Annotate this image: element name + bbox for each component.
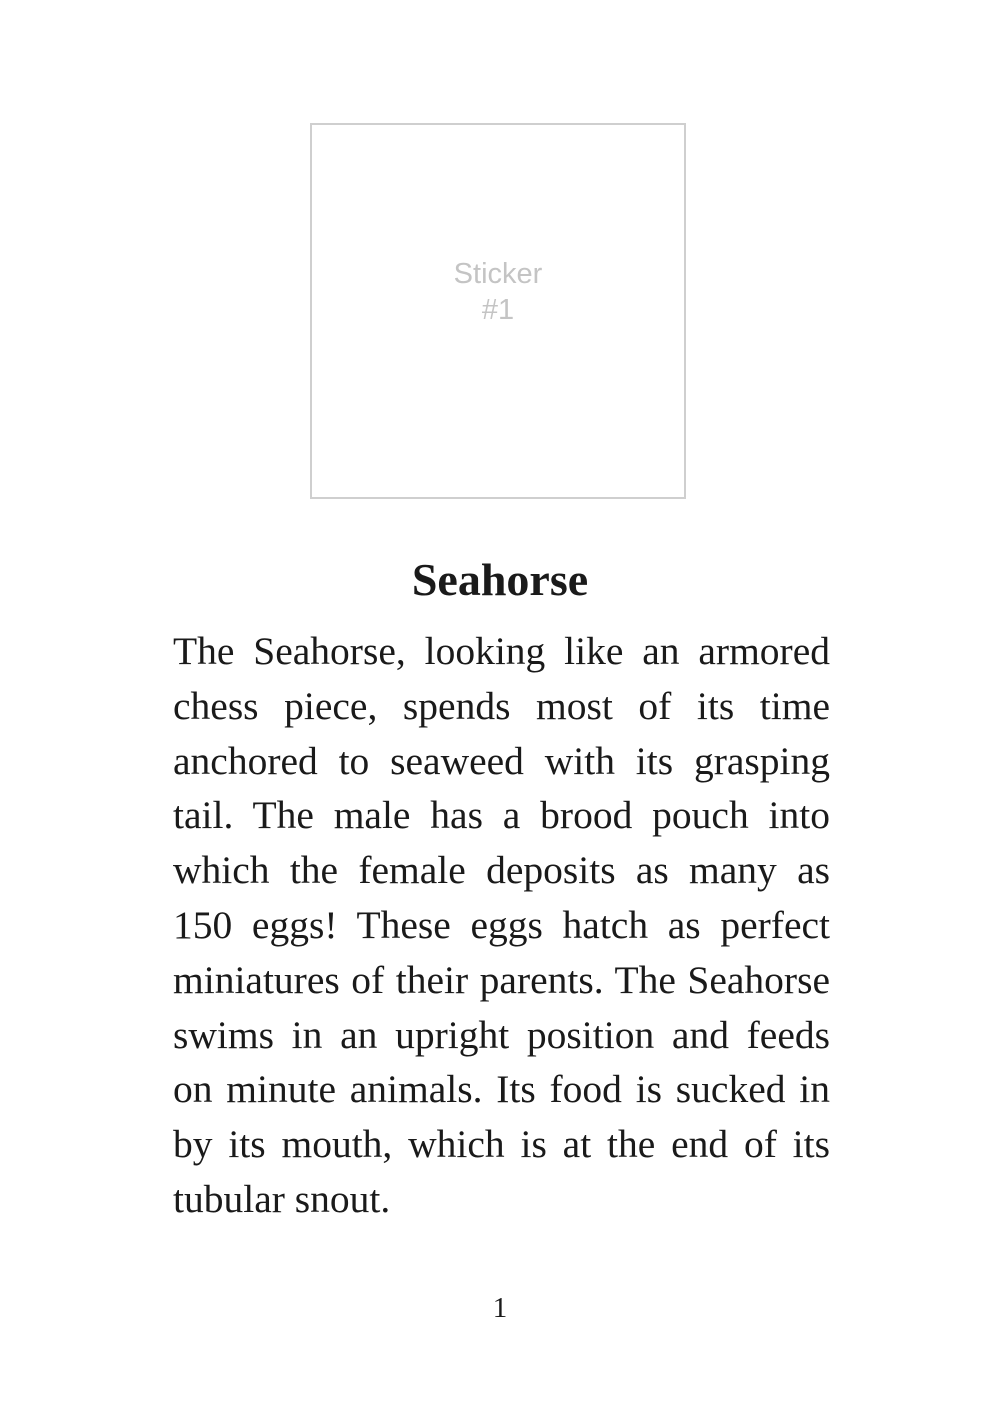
sticker-label [454,256,543,328]
sticker-label-line-1: Sticker [453,258,543,290]
sticker-placeholder [310,123,686,499]
page-title: Seahorse [411,554,589,605]
sticker-label-line-2: #1 [481,294,515,326]
page-number: 1 [492,1292,508,1324]
body-paragraph: The Seahorse, looking like an armored chess piece, spends most of its time anchored to seaweed with its grasping tail. The male has a brood pouch into which the female deposits as many as 150 eggs! These eggs hatch as perfect miniatures of their parents. The Seahorse swims in an upright position and feeds on minute animals. Its food is sucked in by its mouth, which is at the end of its tubular snout. [173,629,830,1221]
